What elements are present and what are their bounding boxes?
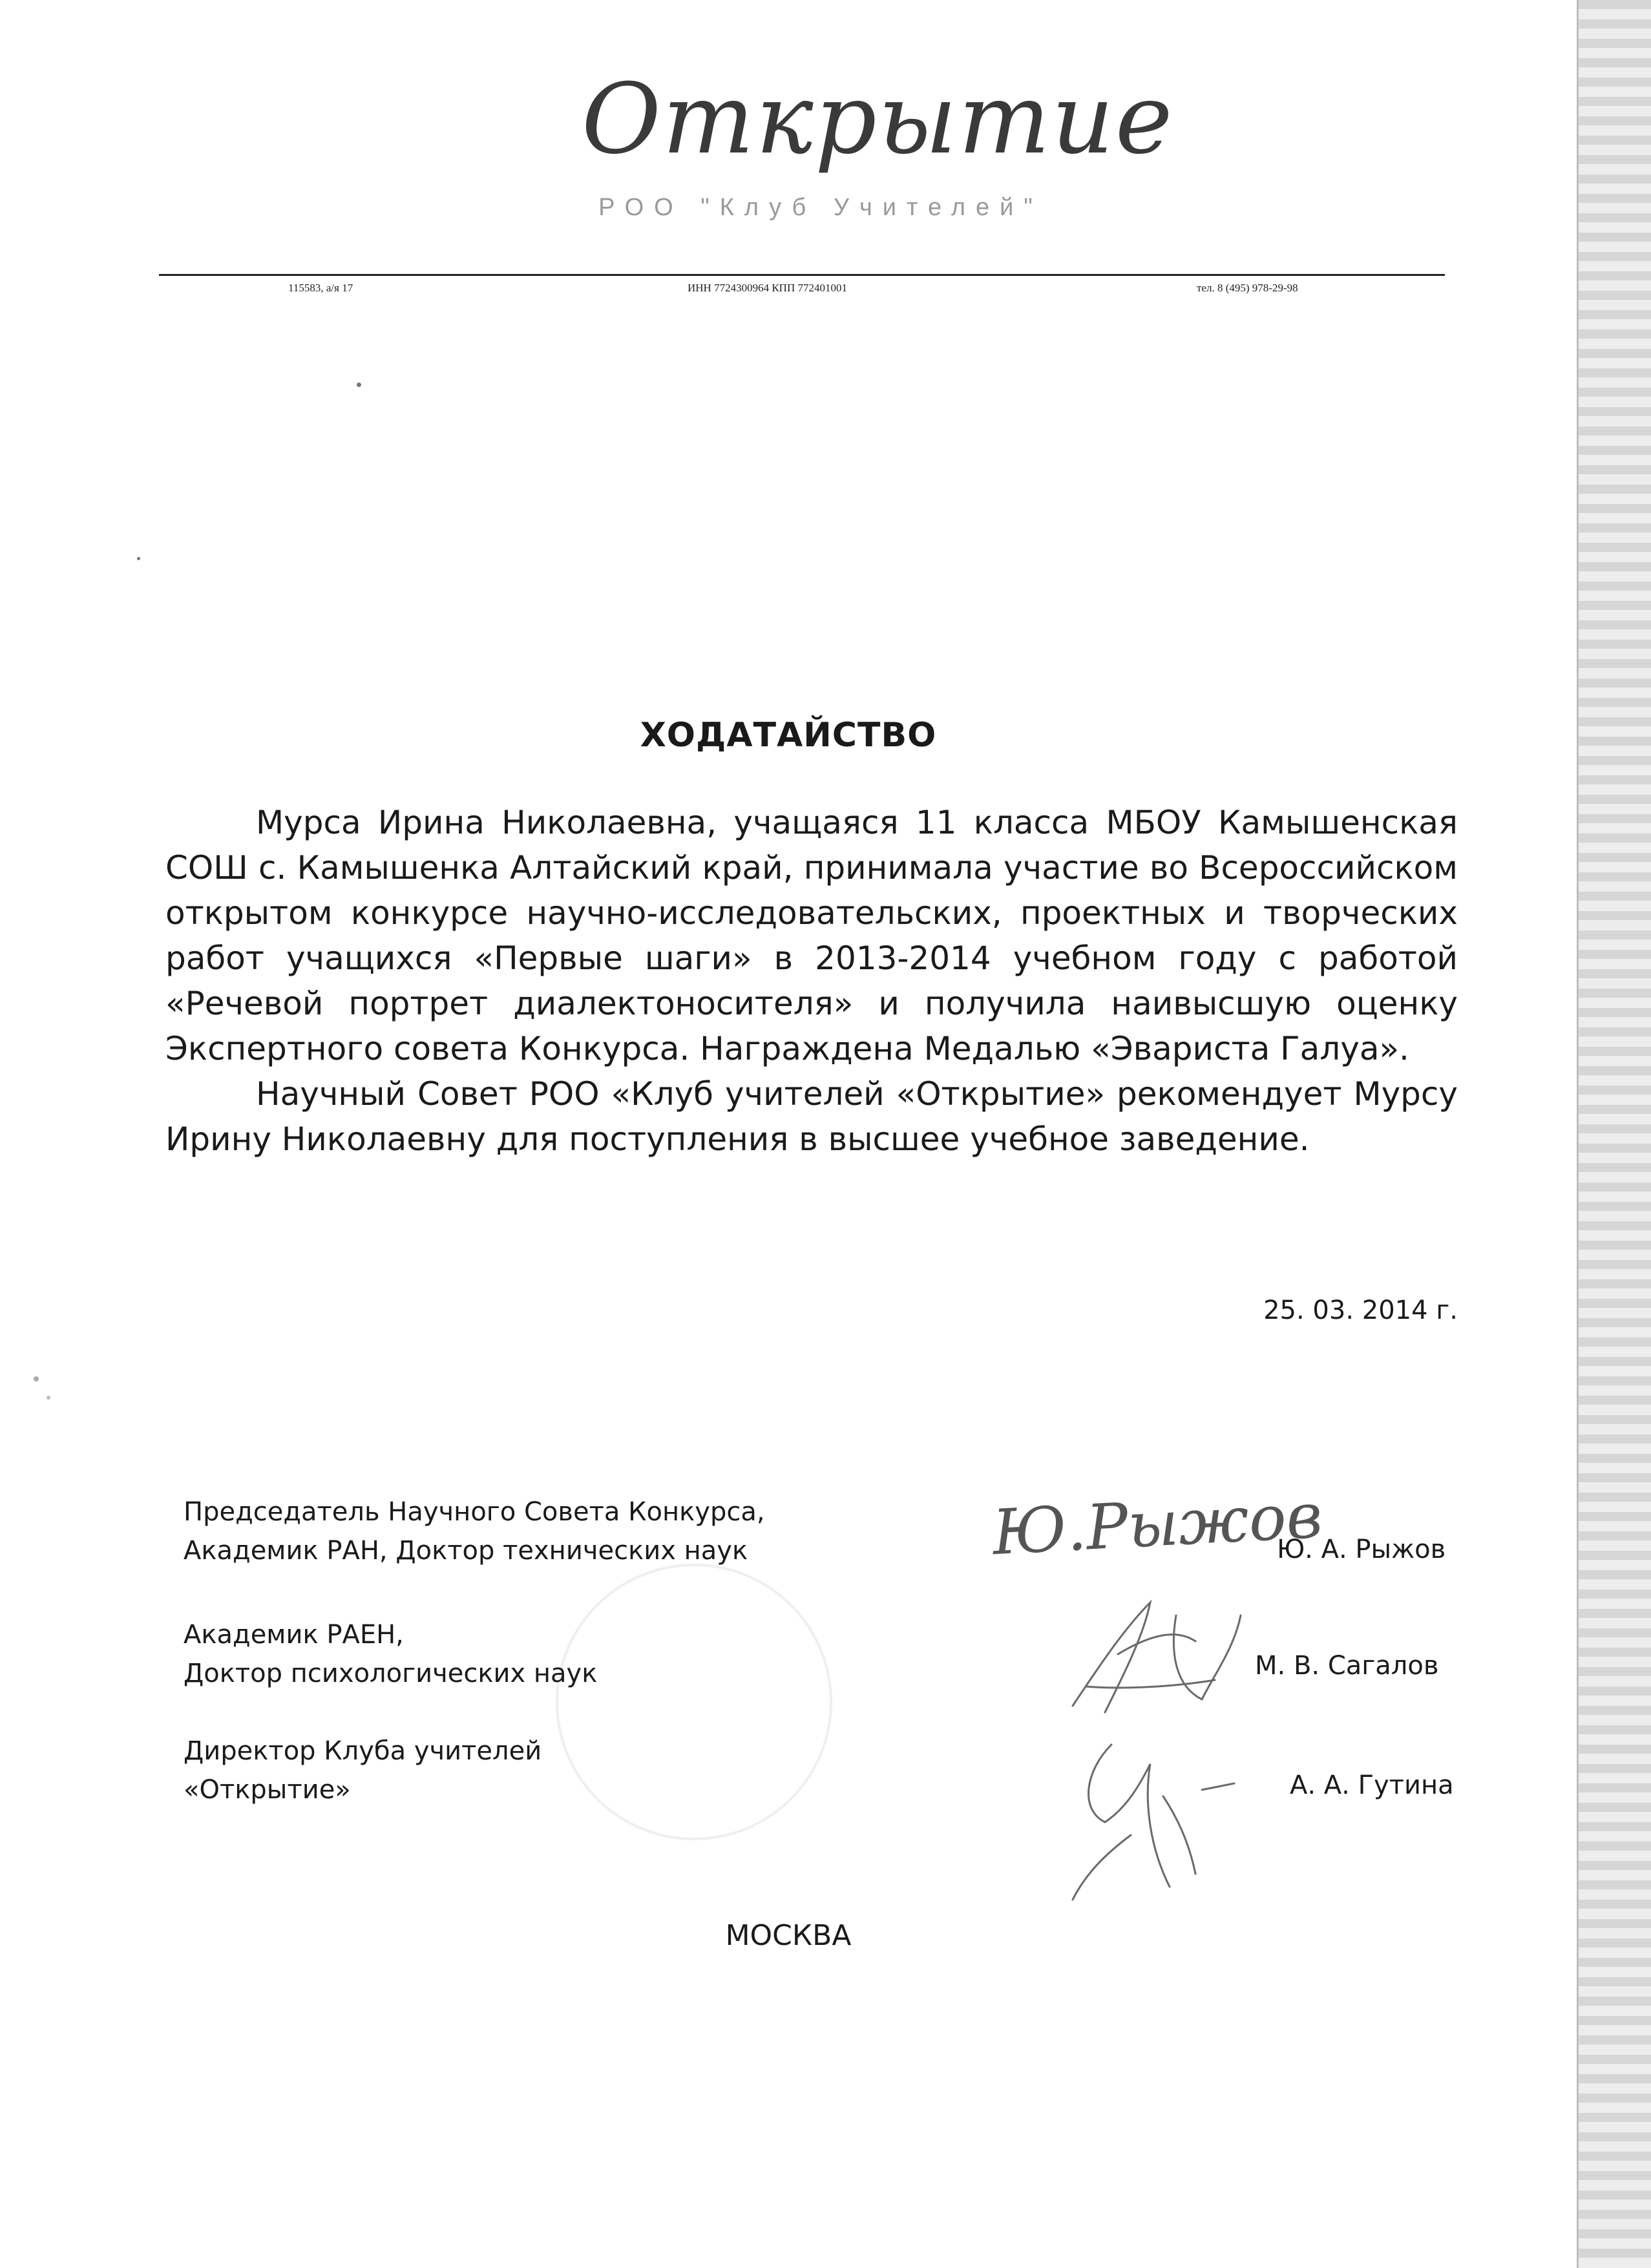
body-paragraph: Научный Совет РОО «Клуб учителей «Открытие» рекомендует Мурсу Ирину Николаевну для поступления в высшее учебное заведение. [165,1075,1458,1158]
role-line: Председатель Научного Совета Конкурса, [184,1497,765,1527]
signatory-role [184,1615,597,1693]
scan-speck [137,557,140,560]
handwritten-signature-3 [1040,1719,1254,1913]
scan-speck [47,1396,50,1400]
body-paragraph: Мурса Ирина Николаевна, учащаяся 11 класса МБОУ Камышенская СОШ с. Камышенка Алтайский край, принимала участие во Всероссийском открытом конкурсе научно-исследовательских, проектных и творческих работ учащихся «Первые шаги» в 2013-2014 учебном году с работой «Речевой портрет диалектоносителя» и получила наивысшую оценку Экспертного совета Конкурса. Награждена Медалью «Эвариста Галуа». [165,804,1458,1067]
handwritten-signature-1 [989,1470,1324,1580]
header-tax-ids: ИНН 7724300964 КПП 772401001 [688,282,847,294]
signatory-name: М. В. Сагалов [1255,1651,1439,1681]
role-line: Академик РАН, Доктор технических наук [184,1536,748,1566]
city-footer: МОСКВА [725,1919,852,1952]
scan-edge [1577,0,1651,2268]
role-line: «Открытие» [184,1775,351,1805]
role-line: Директор Клуба учителей [184,1736,542,1766]
handwritten-signature-2 [1047,1577,1260,1738]
header-divider [159,274,1445,276]
signature-text: Ю.Рыжов [991,1479,1324,1570]
faded-stamp [556,1564,832,1840]
header-address: 115583, а/я 17 [288,282,353,294]
logo-wordmark: Открытие [582,63,1174,176]
organization-name: РОО "Клуб Учителей" [598,194,1043,221]
document-title: ХОДАТАЙСТВО [640,716,937,755]
signatory-name: Ю. А. Рыжов [1277,1535,1446,1564]
signatory-role [184,1732,542,1809]
signatory-name: А. А. Гутина [1290,1770,1454,1800]
document-body [165,800,1458,1162]
scan-speck [34,1376,39,1381]
signatory-role [184,1493,765,1570]
role-line: Доктор психологических наук [184,1659,598,1688]
document-date: 25. 03. 2014 г. [1263,1296,1458,1325]
header-phone: тел. 8 (495) 978-29-98 [1197,282,1298,294]
role-line: Академик РАЕН, [184,1620,404,1650]
scan-speck [357,383,361,387]
